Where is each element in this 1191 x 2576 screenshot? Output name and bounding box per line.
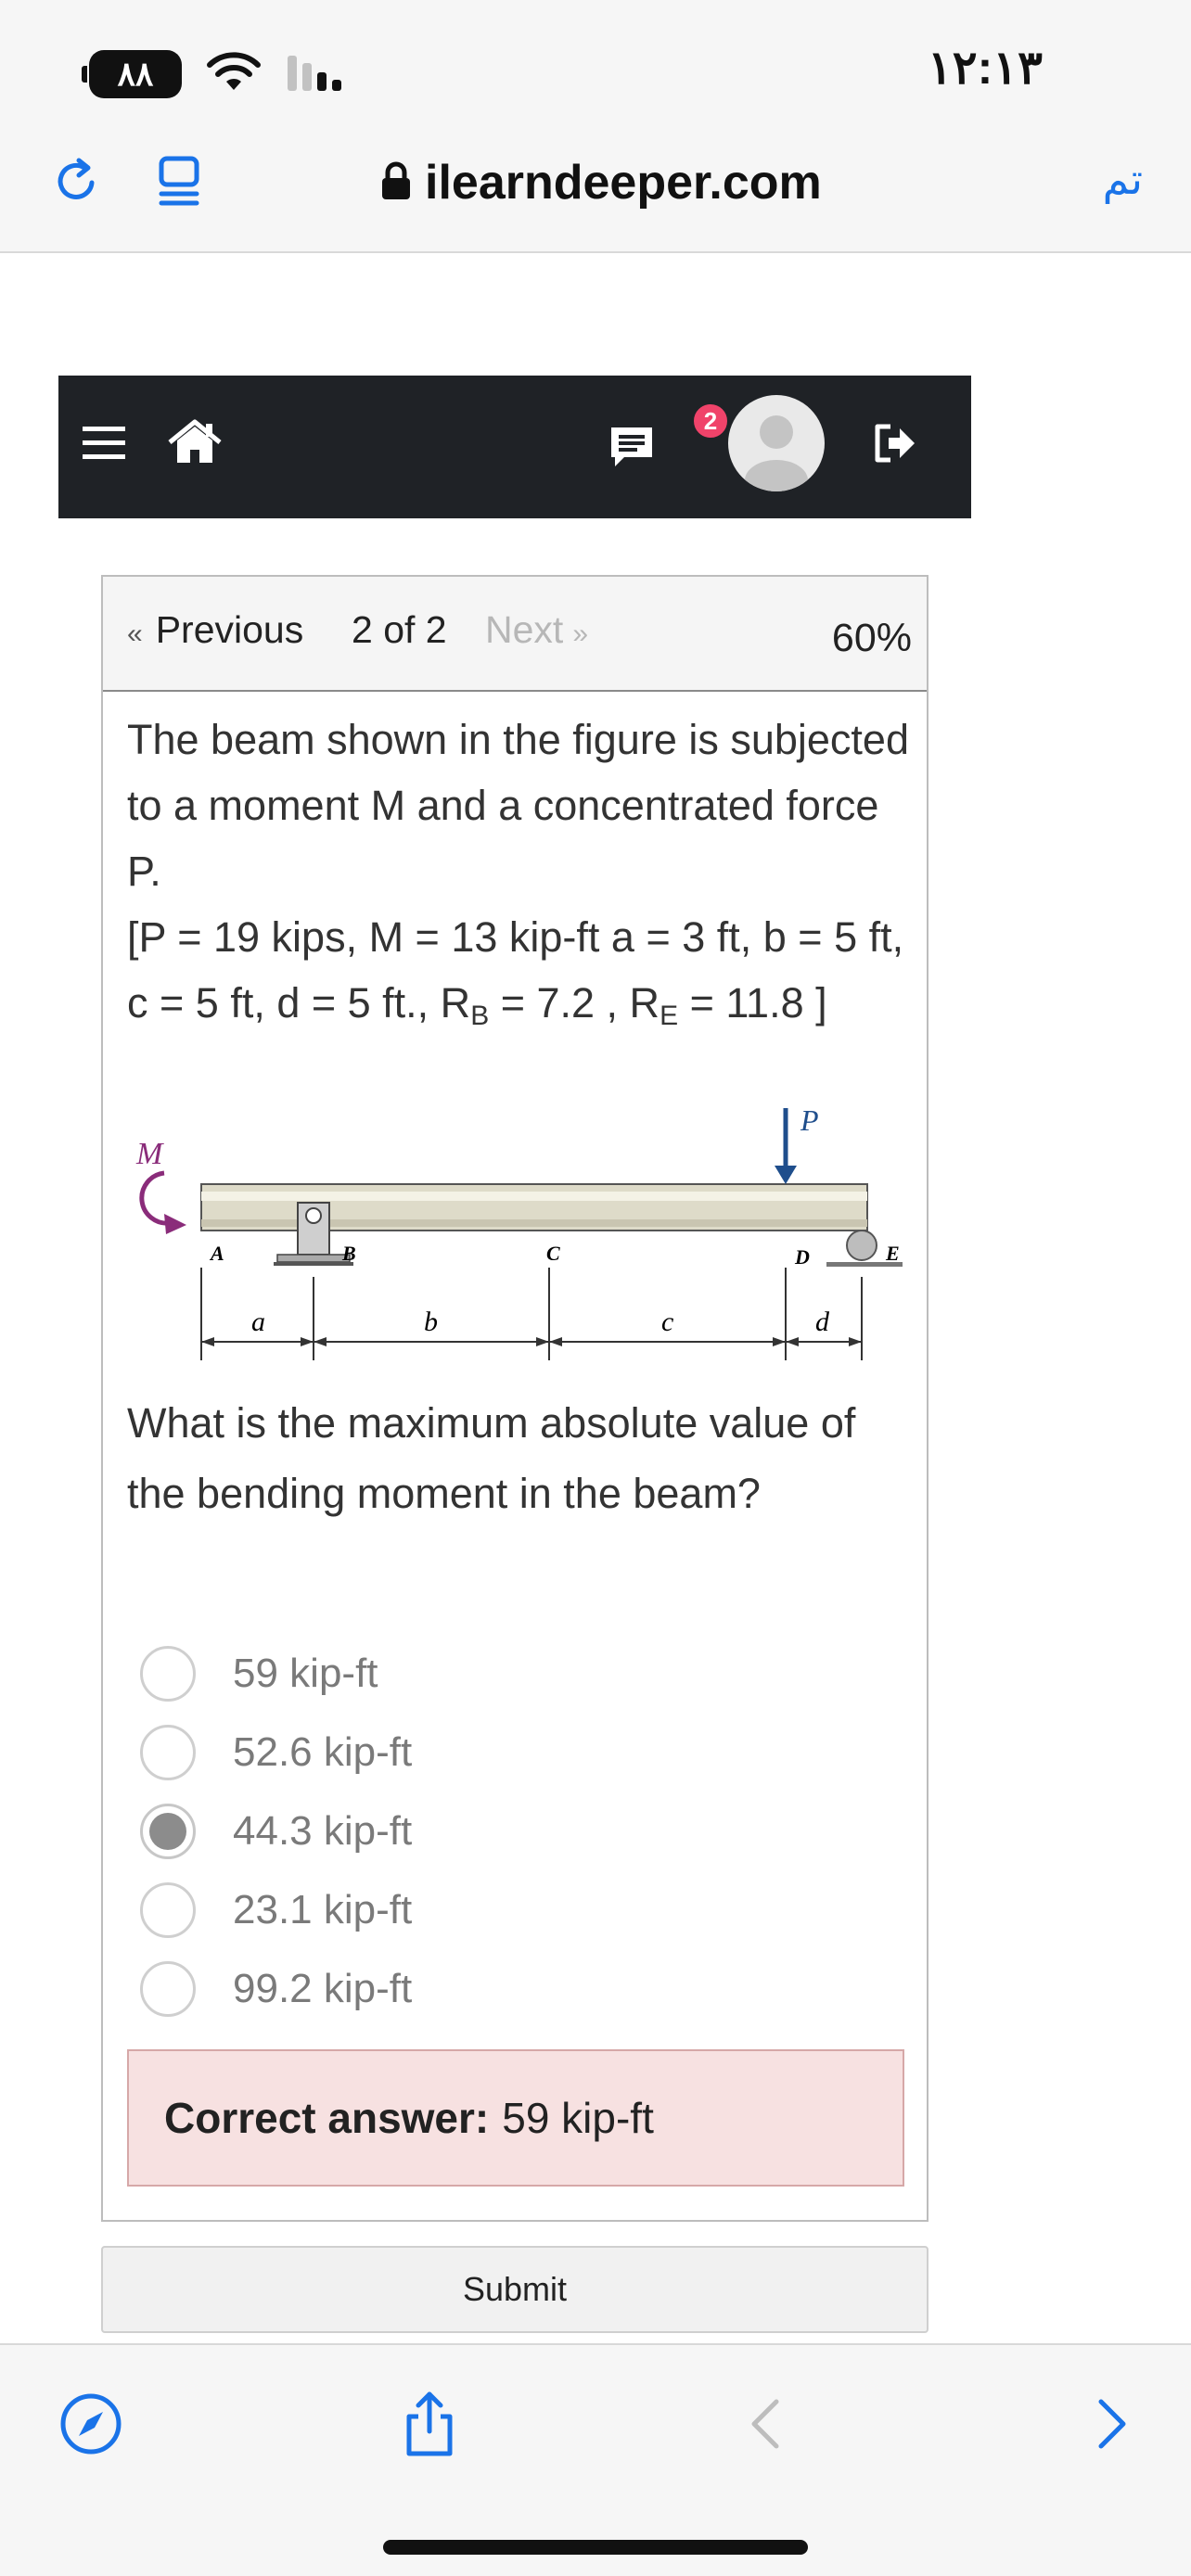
dim-c-label: c xyxy=(661,1307,674,1337)
option-label: 52.6 kip-ft xyxy=(233,1728,413,1775)
previous-label: Previous xyxy=(155,608,304,651)
signal-icon xyxy=(286,52,345,97)
point-d-label: D xyxy=(795,1245,810,1269)
radio-button[interactable] xyxy=(140,1646,196,1702)
logout-icon xyxy=(872,423,918,468)
progress-percent: 60% xyxy=(831,616,912,660)
compass-icon xyxy=(58,2391,123,2461)
dim-b-label: b xyxy=(424,1307,438,1337)
answer-options xyxy=(140,1634,412,2028)
submit-button[interactable]: Submit xyxy=(101,2246,928,2333)
option-3[interactable] xyxy=(140,1792,412,1870)
site-header xyxy=(58,376,971,518)
question-count: 2 of 2 xyxy=(352,608,447,651)
point-c-label: C xyxy=(546,1242,560,1265)
share-button[interactable] xyxy=(388,2384,471,2468)
params-part-3: = 11.8 ] xyxy=(678,979,827,1027)
messages-button[interactable] xyxy=(604,420,660,476)
radio-dot xyxy=(149,1813,186,1850)
status-time: ۱۲:۱۳ xyxy=(927,42,1043,94)
option-2[interactable] xyxy=(140,1713,412,1792)
point-e-label: E xyxy=(886,1242,900,1265)
radio-button[interactable] xyxy=(140,1725,196,1780)
status-indicators xyxy=(89,46,345,102)
params-part-1: [P = 19 kips, M = 13 kip-ft a = 3 ft, b = 5 ft, c = 5 ft, d = 5 ft., R xyxy=(127,913,904,1027)
next-label: Next xyxy=(485,608,564,651)
dim-d-label: d xyxy=(815,1307,829,1337)
avatar[interactable] xyxy=(728,395,825,491)
double-chevron-right-icon: » xyxy=(572,618,588,649)
point-a-label: A xyxy=(211,1242,224,1265)
params-part-2: = 7.2 , R xyxy=(489,979,660,1027)
question-card xyxy=(101,575,928,2222)
force-arrowhead xyxy=(775,1166,797,1184)
done-button[interactable]: تم xyxy=(1102,155,1143,203)
compass-button[interactable] xyxy=(49,2384,133,2468)
previous-link[interactable] xyxy=(127,608,303,652)
option-4[interactable] xyxy=(140,1870,412,1949)
url-text: ilearndeeper.com xyxy=(425,156,822,210)
dimension-lines xyxy=(201,1268,862,1360)
option-label: 99.2 kip-ft xyxy=(233,1965,413,2011)
double-chevron-left-icon: « xyxy=(127,618,143,649)
reload-icon xyxy=(51,155,103,211)
logout-button[interactable] xyxy=(870,422,920,468)
forward-icon xyxy=(1094,2396,1131,2456)
option-label: 44.3 kip-ft xyxy=(233,1807,413,1854)
feedback-value: 59 kip-ft xyxy=(502,2094,654,2142)
moment-arrowhead xyxy=(164,1214,186,1234)
question-text xyxy=(127,707,917,1049)
radio-button-selected[interactable] xyxy=(140,1804,196,1859)
question-nav xyxy=(103,577,927,692)
dim-a-label: a xyxy=(251,1307,265,1337)
home-icon xyxy=(166,418,224,471)
browser-top-bar xyxy=(0,0,1191,253)
option-label: 59 kip-ft xyxy=(233,1650,378,1696)
address-bar[interactable] xyxy=(380,152,822,213)
messages-icon xyxy=(608,422,656,475)
menu-icon xyxy=(83,425,125,466)
reload-button[interactable] xyxy=(45,150,109,215)
subscript-b: B xyxy=(470,1001,490,1031)
option-5[interactable] xyxy=(140,1949,412,2028)
feedback-label: Correct answer: xyxy=(164,2094,490,2142)
tabs-button[interactable] xyxy=(147,150,211,215)
next-link[interactable] xyxy=(485,608,588,652)
wifi-icon xyxy=(206,51,262,98)
radio-button[interactable] xyxy=(140,1882,196,1938)
option-label: 23.1 kip-ft xyxy=(233,1886,413,1932)
question-prompt: What is the maximum absolute value of the bending moment in the beam? xyxy=(127,1399,856,1517)
home-button[interactable] xyxy=(166,418,224,470)
tabs-icon xyxy=(156,153,202,213)
back-icon xyxy=(747,2396,784,2456)
question-params xyxy=(127,913,904,1031)
share-icon xyxy=(402,2391,457,2462)
point-b-label: B xyxy=(342,1242,356,1265)
question-intro: The beam shown in the figure is subjected to a moment M and a concentrated force P. xyxy=(127,716,909,895)
radio-button[interactable] xyxy=(140,1961,196,2017)
battery-indicator: ۸۸ xyxy=(89,50,182,98)
subscript-e: E xyxy=(660,1001,679,1031)
correct-answer-feedback xyxy=(127,2049,904,2187)
back-button[interactable] xyxy=(724,2384,807,2468)
moment-label: M xyxy=(136,1137,163,1171)
menu-button[interactable] xyxy=(81,422,127,468)
force-label: P xyxy=(800,1103,819,1137)
forward-button[interactable] xyxy=(1070,2384,1154,2468)
notification-badge: 2 xyxy=(691,402,730,440)
beam-figure xyxy=(127,1091,917,1379)
option-1[interactable] xyxy=(140,1634,412,1713)
lock-icon xyxy=(380,160,412,206)
home-indicator xyxy=(383,2540,808,2555)
